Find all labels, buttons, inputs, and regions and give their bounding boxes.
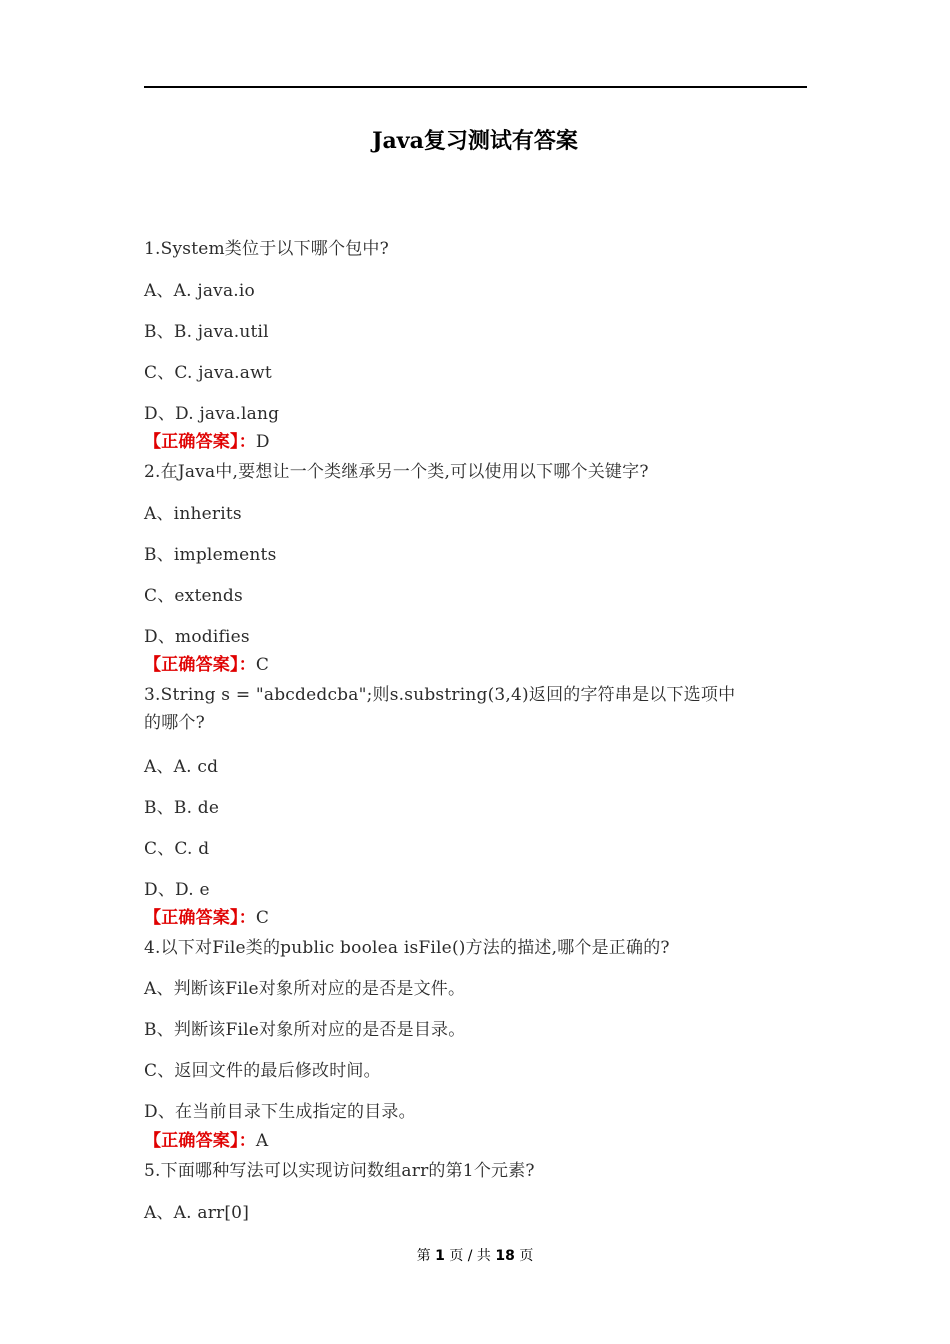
footer-mid: 页 / 共 [449,1248,491,1264]
question-1-option-b: B、B. java.util [144,322,269,342]
question-2-option-c: C、extends [144,586,243,606]
question-2-option-d: D、modifies [144,627,250,647]
answer-label: 【正确答案】： [144,908,256,928]
question-4-option-c: C、返回文件的最后修改时间。 [144,1061,381,1081]
answer-label: 【正确答案】： [144,655,256,675]
question-1-stem: 1.System类位于以下哪个包中? [144,239,389,259]
answer-value: C [255,908,270,928]
question-1-option-d: D、D. java.lang [144,404,280,424]
question-4-stem: 4.以下对File类的public boolea isFile()方法的描述,哪个是正确的? [144,938,670,958]
footer-prefix: 第 [416,1248,431,1264]
question-1-option-c: C、C. java.awt [144,363,272,383]
question-3-option-d: D、D. e [144,880,210,900]
question-4-option-b: B、判断该File对象所对应的是否是目录。 [144,1020,466,1040]
current-page-number: 1 [435,1248,445,1264]
header-rule [144,86,807,88]
question-3-stem: 3.String s = "abcdedcba";则s.substring(3,4)返回的字符串是以下选项中 [144,685,736,705]
question-2-option-a: A、inherits [144,504,242,524]
question-4-answer [144,1130,268,1152]
question-1-answer [144,431,270,453]
question-3-option-b: B、B. de [144,798,220,818]
answer-value: C [255,655,270,675]
question-3-option-a: A、A. cd [144,757,219,777]
question-3-answer [144,907,269,929]
question-2-answer [144,654,269,676]
answer-label: 【正确答案】： [144,432,256,452]
page-footer [0,1245,950,1265]
answer-value: D [255,432,270,452]
answer-value: A [255,1131,269,1151]
answer-label: 【正确答案】： [144,1131,256,1151]
question-5-stem: 5.下面哪种写法可以实现访问数组arr的第1个元素? [144,1161,535,1181]
question-4-option-d: D、在当前目录下生成指定的目录。 [144,1102,416,1122]
question-3-option-c: C、C. d [144,839,210,859]
document-title: Java复习测试有答案 [372,128,578,154]
question-3-stem-continued: 的哪个? [144,713,205,733]
question-2-option-b: B、implements [144,545,277,565]
total-page-number: 18 [495,1248,515,1264]
question-5-option-a: A、A. arr[0] [144,1203,250,1223]
question-4-option-a: A、判断该File对象所对应的是否是文件。 [144,979,466,999]
question-1-option-a: A、A. java.io [144,281,255,301]
footer-suffix: 页 [519,1248,534,1264]
question-2-stem: 2.在Java中,要想让一个类继承另一个类,可以使用以下哪个关键字? [144,462,649,482]
